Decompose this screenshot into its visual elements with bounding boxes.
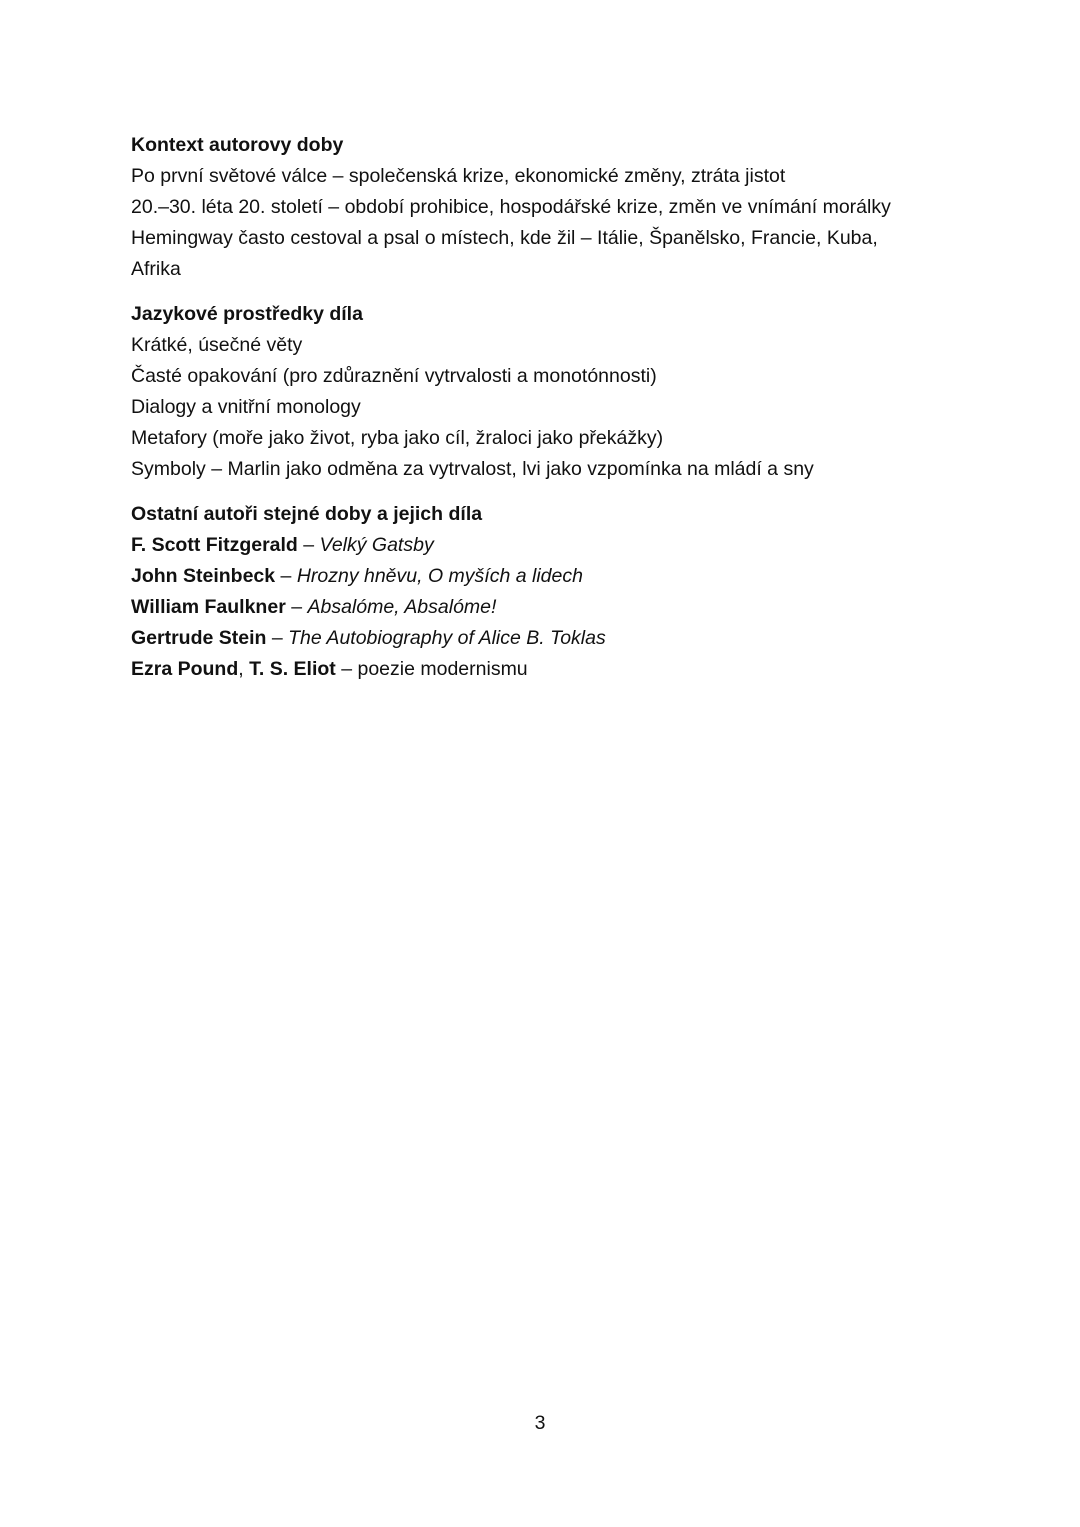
text-line: Metafory (moře jako život, ryba jako cíl, žraloci jako překážky) [131, 427, 664, 449]
work-title: poezie modernismu [357, 658, 528, 680]
document-page [131, 130, 961, 699]
work-title: Absalóme, Absalóme! [307, 596, 497, 618]
author-name: Gertrude Stein [131, 627, 267, 649]
page-number: 3 [534, 1412, 546, 1434]
section-language [131, 299, 961, 485]
text-line: Krátké, úsečné věty [131, 334, 303, 356]
author-name: F. Scott Fitzgerald [131, 534, 298, 556]
text-line: 20.–30. léta 20. století – období prohibice, hospodářské krize, změn ve vnímání morálky [131, 196, 891, 218]
separator: – [266, 627, 289, 649]
separator: – [275, 565, 297, 587]
author-entry [131, 592, 961, 623]
separator: – [297, 534, 320, 556]
author-name: John Steinbeck [131, 565, 276, 587]
section-heading: Jazykové prostředky díla [131, 303, 363, 325]
text-line: Po první světové válce – společenská krize, ekonomické změny, ztráta jistot [131, 165, 786, 187]
separator: , [238, 658, 250, 680]
section-heading: Kontext autorovy doby [131, 134, 344, 156]
work-title: Hrozny hněvu, O myších a lidech [296, 565, 583, 587]
author-entry [131, 654, 961, 685]
separator: – [335, 658, 358, 680]
text-line: Hemingway často cestoval a psal o místech, kde žil – Itálie, Španělsko, Francie, Kuba, Afrika [131, 227, 878, 280]
work-title: The Autobiography of Alice B. Toklas [288, 627, 606, 649]
separator: – [285, 596, 308, 618]
author-name: Ezra Pound [131, 658, 239, 680]
author-name: William Faulkner [131, 596, 286, 618]
author-entry [131, 530, 961, 561]
text-line: Symboly – Marlin jako odměna za vytrvalost, lvi jako vzpomínka na mládí a sny [131, 458, 814, 480]
text-line: Časté opakování (pro zdůraznění vytrvalosti a monotónnosti) [131, 365, 657, 387]
author-name: T. S. Eliot [249, 658, 336, 680]
author-entry [131, 623, 961, 654]
section-heading: Ostatní autoři stejné doby a jejich díla [131, 503, 483, 525]
author-entry [131, 561, 961, 592]
section-other-authors [131, 499, 961, 685]
work-title: Velký Gatsby [319, 534, 434, 556]
text-line: Dialogy a vnitřní monology [131, 396, 361, 418]
section-context [131, 130, 961, 285]
